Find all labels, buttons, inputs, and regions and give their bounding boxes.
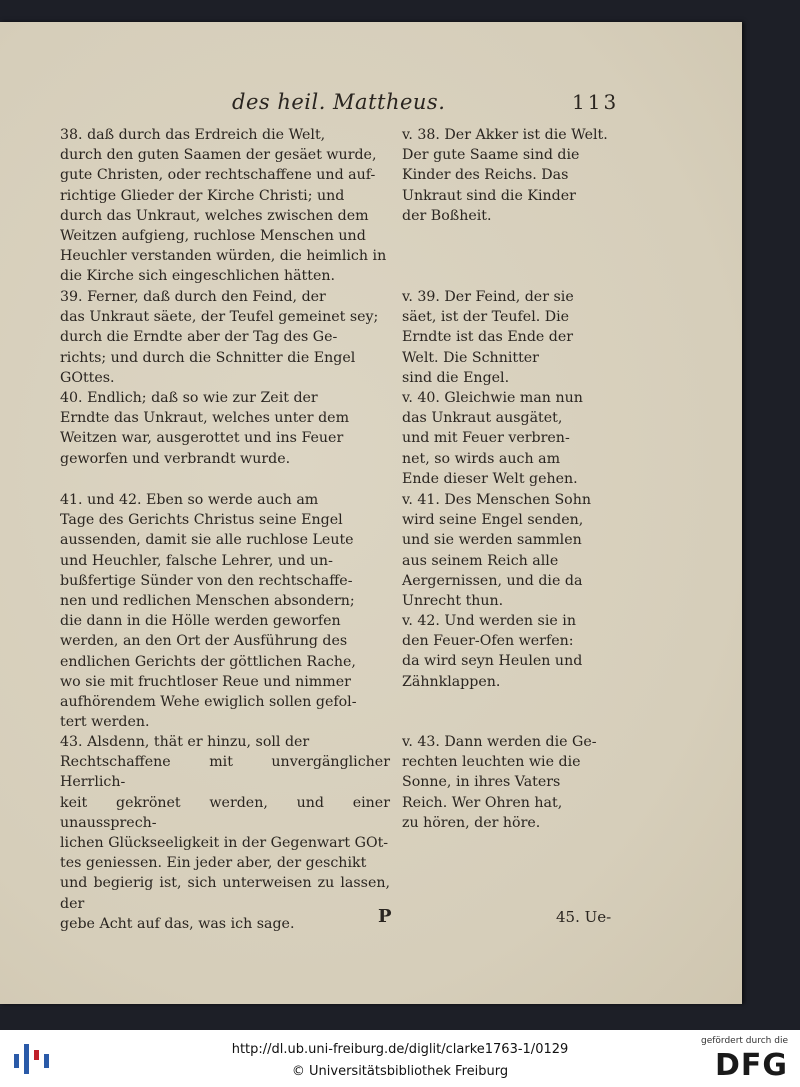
signature-mark: P xyxy=(378,906,392,927)
verse-39: v. 39. Der Feind, der sie säet, ist der Teufel. Die Erndte ist das Ende der Welt. Die Schnitter sind die Engel. xyxy=(402,289,574,386)
funding-note: gefördert durch die xyxy=(701,1036,788,1046)
verse-41: v. 41. Des Menschen Sohn wird seine Engel senden, und sie werden sammlen aus seinem Reich alle Aergernissen, und die da Unrecht thun. xyxy=(402,492,591,610)
verse-42: v. 42. Und werden sie in den Feuer-Ofen werfen: da wird seyn Heulen und Zähnklappen. xyxy=(402,613,583,690)
commentary-paragraph-38: 38. daß durch das Erdreich die Welt, durch den guten Saamen der gesäet wurde, gute Christen, oder rechtschaffene und auf- richtige Glieder der Kirche Christi; und durch das Unkraut, welches zwischen dem Weitzen aufgieng, ruchlose Menschen und Heuchler verstanden würden, die heimlich in die Kirche sich eingeschlichen hätten. xyxy=(60,127,387,285)
commentary-paragraph-41-42: 41. und 42. Eben so werde auch am Tage des Gerichts Christus seine Engel aussenden, damit sie alle ruchlose Leute und Heuchler, falsche Lehrer, und un- bußfertige Sünder von den rechtschaffe- nen und redlichen Menschen absondern; die dann in die Hölle werden geworfen werden, an den Ort der Ausführung des endlichen Gerichts der göttlichen Rache, wo sie mit fruchtloser Reue und nimmer aufhörendem Wehe ewiglich sollen gefol- tert werden. xyxy=(60,492,357,731)
book-page xyxy=(0,22,742,1004)
commentary-paragraph-39: 39. Ferner, daß durch den Feind, der das Unkraut säete, der Teufel gemeinet sey; durch die Erndte aber der Tag des Ge- richts; und durch die Schnitter die Engel GOttes. xyxy=(60,289,379,386)
commentary-paragraph-43: 43. Alsdenn, thät er hinzu, soll der Rechtschaffene mit unvergänglicher Herrlich- keit gekrönet werden, und einer unaussprech- lichen Glückseeligkeit in der Gegenwart GOt- tes geniessen. Ein jeder aber, der geschikt und begierig ist, sich unterweisen zu lassen, der gebe Acht auf das, was ich sage. xyxy=(60,734,390,932)
verse-43: v. 43. Dann werden die Ge- rechten leuchten wie die Sonne, in ihres Vaters Reich. Wer Ohren hat, zu hören, der höre. xyxy=(402,734,597,831)
page-number: 113 xyxy=(572,90,620,114)
copyright-notice: © Universitätsbibliothek Freiburg xyxy=(291,1064,509,1079)
viewer-footer xyxy=(0,1030,800,1087)
verse-40: v. 40. Gleichwie man nun das Unkraut ausgätet, und mit Feuer verbren- net, so wirds auch am Ende dieser Welt gehen. xyxy=(402,390,583,487)
commentary-paragraph-40: 40. Endlich; daß so wie zur Zeit der Erndte das Unkraut, welches unter dem Weitzen war, ausgerottet und ins Feuer geworfen und verbrandt wurde. xyxy=(60,390,350,467)
permalink-url[interactable]: http://dl.ub.uni-freiburg.de/diglit/clarke1763-1/0129 xyxy=(231,1042,569,1057)
running-head: des heil. Mattheus. xyxy=(232,90,446,114)
catchword: 45. Ue- xyxy=(556,908,612,926)
verse-38: v. 38. Der Akker ist die Welt. Der gute Saame sind die Kinder des Reichs. Das Unkraut sind die Kinder der Boßheit. xyxy=(402,127,608,224)
dfg-logo[interactable]: DFG xyxy=(714,1048,788,1083)
